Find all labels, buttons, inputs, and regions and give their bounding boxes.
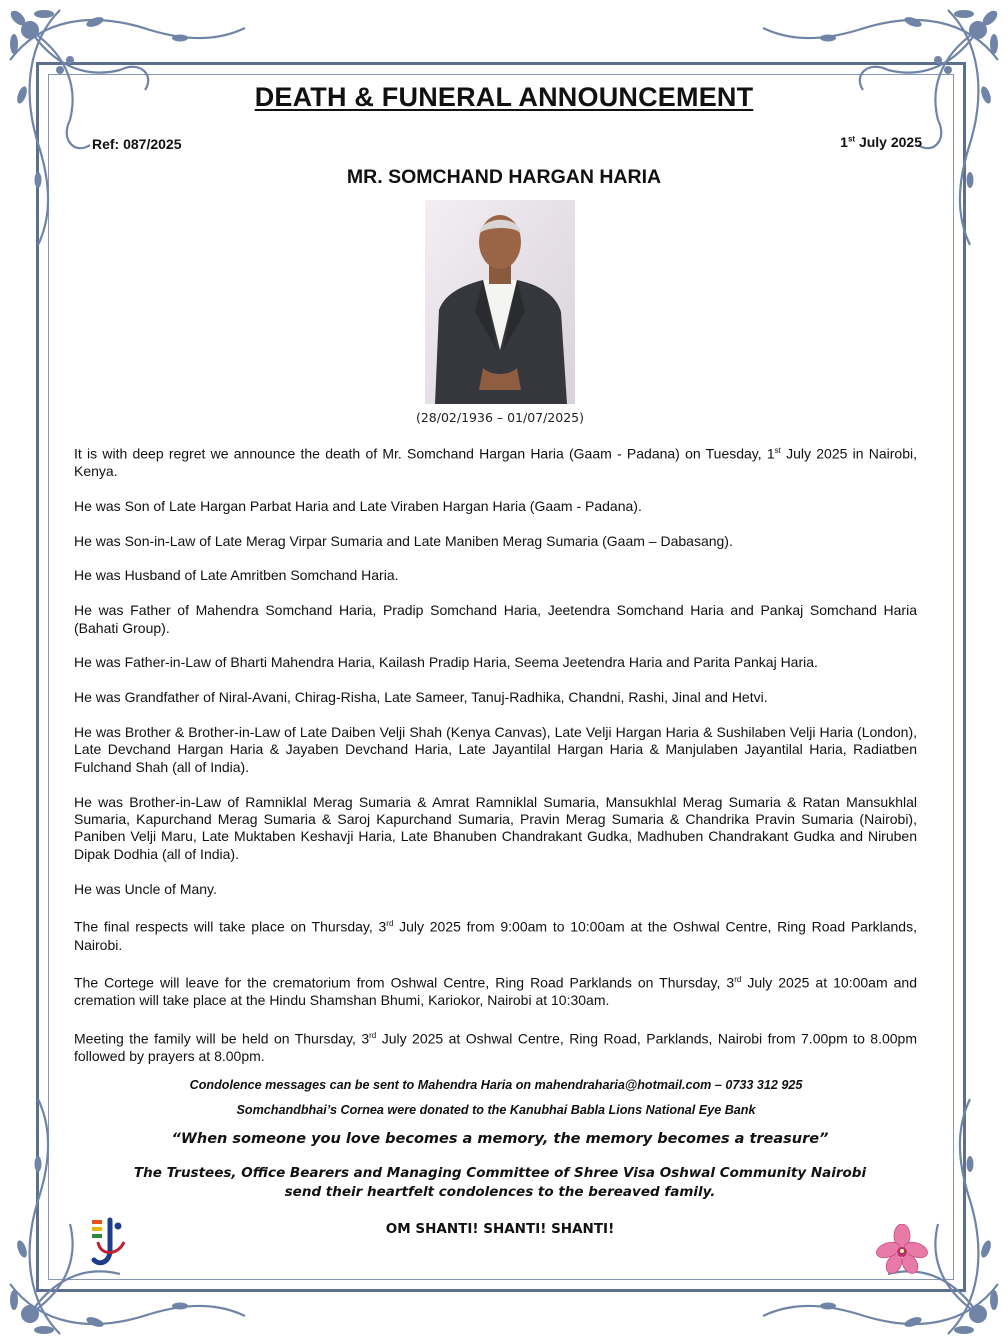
paragraph-father: He was Father of Mahendra Somchand Haria, Pradip Somchand Haria, Jeetendra Somchand Haria and Pankaj Somchand Haria (Bahati Group). bbox=[74, 602, 917, 636]
paragraph-death: It is with deep regret we announce the death of Mr. Somchand Hargan Haria (Gaam - Padana) on Tuesday, 1st July 2025 in Nairobi, Kenya. bbox=[74, 445, 917, 480]
deceased-name: MR. SOMCHAND HARGAN HARIA bbox=[346, 166, 662, 188]
portrait-photo bbox=[425, 200, 575, 404]
trustees-message-line2: send their heartfelt condolences to the bereaved family. bbox=[284, 1184, 716, 1200]
trustees-message-line1: The Trustees, Office Bearers and Managing Committee of Shree Visa Oshwal Community Nairobi bbox=[133, 1165, 867, 1181]
paragraph-husband: He was Husband of Late Amritben Somchand Haria. bbox=[74, 567, 399, 584]
announcement-body bbox=[74, 442, 917, 1083]
memorial-quote: “When someone you love becomes a memory, the memory becomes a treasure” bbox=[171, 1131, 829, 1147]
floral-corner-ornament-icon bbox=[0, 0, 250, 250]
cornea-donation-note: Somchandbhai’s Cornea were donated to the Kanubhai Babla Lions National Eye Bank bbox=[236, 1103, 756, 1117]
floral-corner-ornament-icon bbox=[758, 0, 1008, 250]
paragraph-father-in-law: He was Father-in-Law of Bharti Mahendra Haria, Kailash Pradip Haria, Seema Jeetendra Haria and Parita Pankaj Haria. bbox=[74, 654, 818, 671]
paragraph-brother: He was Brother & Brother-in-Law of Late Daiben Velji Shah (Kenya Canvas), Late Velji Hargan Haria & Sushilaben Velji Haria (London), Late Devchand Hargan Haria & Jayaben Devchand Haria, Late Jayantilal Hargan Haria & Manjulaben Jayantilal Haria, Radiatben Fulchand Shah (all of India). bbox=[74, 724, 917, 775]
announcement-date: 1st July 2025 bbox=[840, 134, 922, 150]
announcement-title: DEATH & FUNERAL ANNOUNCEMENT bbox=[254, 82, 754, 112]
paragraph-son-in-law: He was Son-in-Law of Late Merag Virpar Sumaria and Late Maniben Merag Sumaria (Gaam – Dabasang). bbox=[74, 532, 733, 549]
life-dates: (28/02/1936 – 01/07/2025) bbox=[415, 410, 585, 425]
reference-number: Ref: 087/2025 bbox=[92, 136, 182, 152]
paragraph-uncle: He was Uncle of Many. bbox=[74, 880, 217, 897]
paragraph-grandfather: He was Grandfather of Niral-Avani, Chirag-Risha, Late Sameer, Tanuj-Radhika, Chandni, Rashi, Jinal and Hetvi. bbox=[74, 689, 768, 706]
condolence-contact: Condolence messages can be sent to Mahendra Haria on mahendraharia@hotmail.com – 0733 312 925 bbox=[189, 1078, 803, 1092]
jain-community-logo-icon bbox=[88, 1216, 130, 1272]
paragraph-son-of: He was Son of Late Hargan Parbat Haria and Late Viraben Hargan Haria (Gaam - Padana). bbox=[74, 497, 642, 514]
paragraph-brother-in-law: He was Brother-in-Law of Ramniklal Merag Sumaria & Amrat Ramniklal Sumaria, Mansukhlal Merag Sumaria & Ratan Mansukhlal Sumaria, Kapurchand Merag Sumaria & Saroj Kapurchand Sumaria, Pravin Merag Sumaria & Chandrika Pravin Sumaria (Nairobi), Paniben Velji Maru, Late Muktaben Keshavji Haria, Late Bhanuben Chandrakant Gudka, Madhuben Chandrakant Gudka and Niruben Dipak Dodhia (all of India). bbox=[74, 793, 917, 862]
orchid-flower-icon bbox=[874, 1224, 930, 1274]
paragraph-final-respects: The final respects will take place on Thursday, 3rd July 2025 from 9:00am to 10:00am at the Oshwal Centre, Ring Road Parklands, Nairobi. bbox=[74, 919, 917, 953]
om-shanti-text: OM SHANTI! SHANTI! SHANTI! bbox=[385, 1221, 615, 1237]
paragraph-family-meeting: Meeting the family will be held on Thursday, 3rd July 2025 at Oshwal Centre, Ring Road, Parklands, Nairobi from 7.00pm to 8.00pm followed by prayers at 8.00pm. bbox=[74, 1030, 917, 1065]
paragraph-cortege: The Cortege will leave for the crematorium from Oshwal Centre, Ring Road Parklands on Thursday, 3rd July 2025 at 10:00am and cremation will take place at the Hindu Shamshan Bhumi, Kariokor, Nairobi at 10:30am. bbox=[74, 974, 917, 1009]
